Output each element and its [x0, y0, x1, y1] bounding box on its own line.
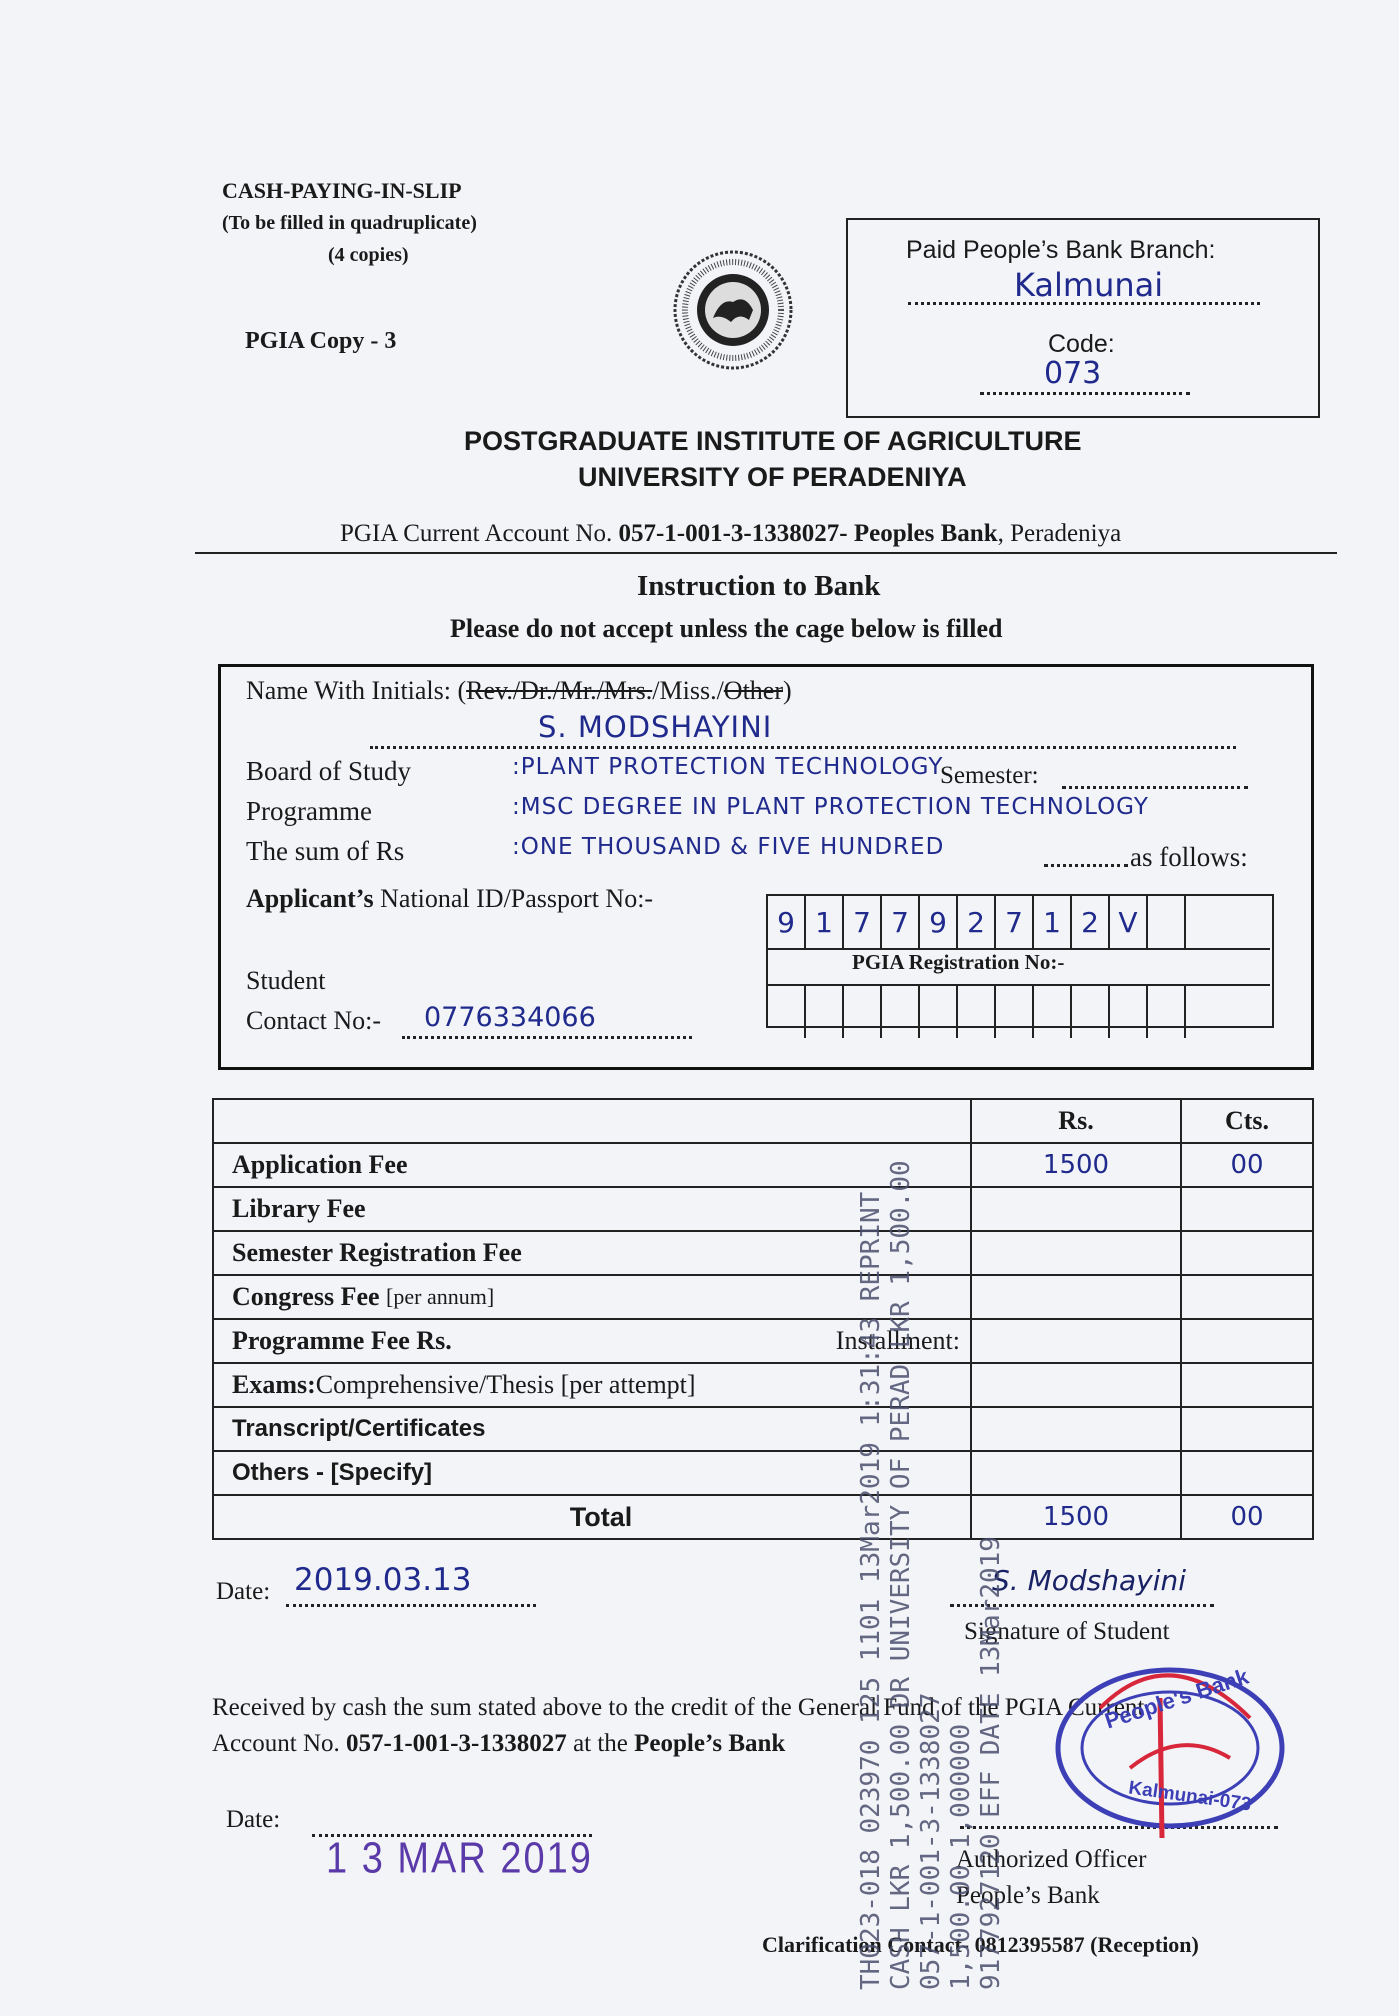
fee-label: Library Fee: [214, 1188, 972, 1230]
reg-label: PGIA Registration No:-: [852, 950, 1065, 974]
copy-label: PGIA Copy - 3: [245, 328, 397, 354]
reg-cell[interactable]: [768, 986, 806, 1038]
code-value: 073: [1044, 356, 1102, 391]
branch-box: [846, 218, 1320, 418]
fee-rs[interactable]: 1500: [972, 1144, 1182, 1186]
fee-label: Transcript/Certificates: [214, 1408, 972, 1450]
as-follows: as follows:: [1130, 842, 1248, 872]
reg-cell[interactable]: [1148, 986, 1186, 1038]
slip-title: CASH-PAYING-IN-SLIP: [222, 178, 462, 203]
nic-cell[interactable]: 2: [1072, 896, 1110, 948]
reg-cells[interactable]: [768, 986, 1224, 1038]
university-crest-icon: [673, 250, 793, 370]
fee-cts[interactable]: [1182, 1408, 1312, 1450]
fee-rs[interactable]: [972, 1320, 1182, 1362]
nic-cell[interactable]: 9: [920, 896, 958, 948]
total-label: Total: [214, 1496, 972, 1538]
officer-label: Authorized Officer: [956, 1846, 1147, 1873]
instruction-subtitle: Please do not accept unless the cage below is filled: [450, 614, 1003, 643]
nic-cells[interactable]: [768, 896, 1224, 948]
fee-row-library[interactable]: [214, 1186, 1312, 1230]
reg-cell[interactable]: [882, 986, 920, 1038]
date-stamp: 1 3 MAR 2019: [326, 1834, 593, 1884]
fee-cts[interactable]: [1182, 1452, 1312, 1494]
fee-label: Exams: Comprehensive/Thesis [per attempt]: [214, 1364, 972, 1406]
contact-field[interactable]: [402, 1004, 692, 1039]
nic-cell[interactable]: 1: [1034, 896, 1072, 948]
teller-stamp-line5: 9177927120 EFF DATE 13Mar2019: [976, 1536, 1006, 1990]
teller-stamp-line4: 1,500.00 1,000000: [946, 1723, 976, 1990]
fee-cts[interactable]: [1182, 1276, 1312, 1318]
reg-cell[interactable]: [1186, 986, 1224, 1038]
name-label: Name With Initials: (Rev./Dr./Mr./Mrs./Miss./Other): [246, 676, 792, 705]
fee-label: Others - [Specify]: [214, 1452, 972, 1494]
fee-label: Application Fee: [214, 1144, 972, 1186]
nic-cell[interactable]: 7: [844, 896, 882, 948]
university-name: UNIVERSITY OF PERADENIYA: [578, 462, 967, 492]
nic-cell[interactable]: [1148, 896, 1186, 948]
fee-rs[interactable]: [972, 1364, 1182, 1406]
fee-rs[interactable]: [972, 1188, 1182, 1230]
student-label: Student: [246, 966, 326, 995]
reg-cell[interactable]: [806, 986, 844, 1038]
account-line: PGIA Current Account No. 057-1-001-3-1338027- Peoples Bank, Peradeniya: [340, 520, 1122, 547]
board-value[interactable]: :PLANT PROTECTION TECHNOLOGY: [512, 754, 944, 780]
branch-label: Paid People’s Bank Branch:: [906, 236, 1216, 264]
fee-label: Congress Fee [per annum]: [214, 1276, 972, 1318]
fee-rs[interactable]: [972, 1408, 1182, 1450]
total-cts[interactable]: 00: [1230, 1502, 1264, 1532]
installment-label: Installment:: [835, 1326, 960, 1355]
sum-value[interactable]: :ONE THOUSAND & FIVE HUNDRED: [512, 834, 945, 860]
seal-text-bottom: Kalmunai-073: [1127, 1777, 1253, 1816]
nic-cell[interactable]: [1186, 896, 1224, 948]
fee-label: Programme Fee Rs. Installment:: [214, 1320, 972, 1362]
instruction-title: Instruction to Bank: [637, 570, 881, 602]
programme-label: Programme: [246, 796, 372, 826]
semester-field[interactable]: [1062, 780, 1248, 789]
teller-stamp-line1: TH023-018 023970 125 1101 13Mar2019 1:31:43 REPRINT: [856, 1191, 886, 1990]
col-cts-header: Cts.: [1224, 1106, 1270, 1135]
reg-cell[interactable]: [1034, 986, 1072, 1038]
reg-cell[interactable]: [996, 986, 1034, 1038]
received-text-1: Received by cash the sum stated above to the credit of the General Fund of the PGIA Current: [212, 1694, 1145, 1721]
fee-header-row: [214, 1100, 1312, 1142]
name-value: S. MODSHAYINI: [538, 710, 773, 744]
date-field[interactable]: [286, 1562, 536, 1607]
reg-cell[interactable]: [958, 986, 996, 1038]
fee-row-congress[interactable]: [214, 1274, 1312, 1318]
nic-cell[interactable]: V: [1110, 896, 1148, 948]
contact-value: 0776334066: [424, 1002, 596, 1033]
fee-row-total[interactable]: [214, 1494, 1312, 1538]
total-rs[interactable]: 1500: [972, 1496, 1182, 1538]
seal-text-top: People's Bank: [1101, 1663, 1252, 1734]
fee-label: Semester Registration Fee: [214, 1232, 972, 1274]
code-field[interactable]: [980, 358, 1190, 395]
fee-cts[interactable]: [1182, 1364, 1312, 1406]
slip-subtitle: (To be filled in quadruplicate): [222, 212, 477, 234]
slip-copies: (4 copies): [328, 244, 409, 266]
reg-cell[interactable]: [844, 986, 882, 1038]
date-value: 2019.03.13: [294, 1562, 472, 1598]
teller-stamp-line3: 057-1-001-3-1338027: [916, 1692, 946, 1990]
fee-table: [212, 1098, 1314, 1540]
name-field[interactable]: [370, 712, 1236, 749]
fee-row-others[interactable]: [214, 1450, 1312, 1494]
fee-rs[interactable]: [972, 1232, 1182, 1274]
nic-cell[interactable]: 1: [806, 896, 844, 948]
clarification-contact: Clarification Contact- 0812395587 (Reception): [762, 1932, 1199, 1957]
fee-row-programme[interactable]: [214, 1318, 1312, 1362]
signature-label: Signature of Student: [964, 1618, 1170, 1645]
fee-rs[interactable]: [972, 1452, 1182, 1494]
fee-cts[interactable]: [1182, 1232, 1312, 1274]
contact-label: Contact No:-: [246, 1006, 382, 1035]
fee-cts[interactable]: [1182, 1320, 1312, 1362]
teller-stamp-line2: CASH LKR 1,500.00 DR UNIVERSITY OF PERAD LKR 1,500.00: [886, 1160, 916, 1990]
nic-label: Applicant’s National ID/Passport No:-: [246, 884, 654, 913]
nic-cell[interactable]: 7: [996, 896, 1034, 948]
semester-label: Semester:: [940, 762, 1039, 789]
fee-row-application[interactable]: [214, 1142, 1312, 1186]
institute-name: POSTGRADUATE INSTITUTE OF AGRICULTURE: [464, 426, 1082, 456]
fee-row-semester-registration[interactable]: [214, 1230, 1312, 1274]
nic-cell[interactable]: 9: [768, 896, 806, 948]
reg-cell[interactable]: [1110, 986, 1148, 1038]
reg-cell[interactable]: [920, 986, 958, 1038]
fee-row-exams[interactable]: [214, 1362, 1312, 1406]
date2-label: Date:: [226, 1806, 281, 1833]
fee-cts[interactable]: [1182, 1188, 1312, 1230]
board-label: Board of Study: [246, 756, 411, 786]
received-text-2: Account No. 057-1-001-3-1338027 at the People’s Bank: [212, 1730, 786, 1757]
reg-cell[interactable]: [1072, 986, 1110, 1038]
header-divider: [195, 552, 1337, 554]
nic-cell[interactable]: 7: [882, 896, 920, 948]
code-label: Code:: [1048, 330, 1115, 358]
branch-value: Kalmunai: [1014, 266, 1164, 304]
programme-value[interactable]: :MSC DEGREE IN PLANT PROTECTION TECHNOLOGY: [512, 794, 1149, 820]
officer-bank: People’s Bank: [956, 1882, 1100, 1909]
bank-seal-icon: [1040, 1648, 1300, 1848]
fee-cts[interactable]: 00: [1230, 1150, 1264, 1180]
col-rs-header: Rs.: [972, 1100, 1182, 1142]
sum-label: The sum of Rs: [246, 836, 405, 866]
sum-dots: [1044, 860, 1128, 867]
signature-value: S. Modshayini: [992, 1564, 1187, 1597]
nic-cell[interactable]: 2: [958, 896, 996, 948]
fee-rs[interactable]: [972, 1276, 1182, 1318]
date-label: Date:: [216, 1578, 271, 1605]
branch-field[interactable]: [908, 266, 1260, 305]
fee-row-transcript[interactable]: [214, 1406, 1312, 1450]
